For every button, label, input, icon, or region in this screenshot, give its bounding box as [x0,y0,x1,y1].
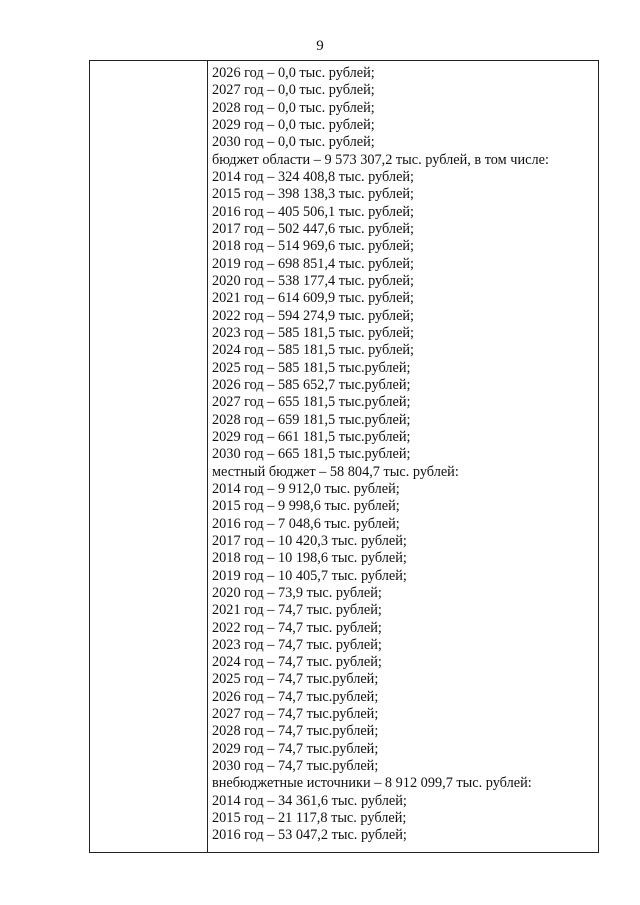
funding-table [89,60,599,853]
funding-line: 2019 год – 10 405,7 тыс. рублей; [212,567,407,584]
funding-line: 2017 год – 10 420,3 тыс. рублей; [212,532,407,549]
funding-lines [212,65,596,845]
funding-line: 2028 год – 659 181,5 тыс.рублей; [212,411,411,428]
funding-line: 2014 год – 34 361,6 тыс. рублей; [212,792,407,809]
funding-line: 2025 год – 585 181,5 тыс.рублей; [212,359,411,376]
funding-line: 2028 год – 0,0 тыс. рублей; [212,99,375,116]
funding-line: 2018 год – 514 969,6 тыс. рублей; [212,238,415,255]
funding-line: 2016 год – 405 506,1 тыс. рублей; [212,203,415,220]
funding-line: 2029 год – 661 181,5 тыс.рублей; [212,428,411,445]
funding-line: 2015 год – 9 998,6 тыс. рублей; [212,498,400,515]
funding-line: 2022 год – 74,7 тыс. рублей; [212,619,382,636]
funding-line: 2020 год – 538 177,4 тыс. рублей; [212,272,415,289]
funding-line: 2029 год – 74,7 тыс.рублей; [212,740,379,757]
funding-line: 2028 год – 74,7 тыс.рублей; [212,723,379,740]
funding-line: 2027 год – 74,7 тыс.рублей; [212,706,379,723]
funding-line: 2016 год – 7 048,6 тыс. рублей; [212,515,400,532]
funding-line: 2023 год – 74,7 тыс. рублей; [212,636,382,653]
funding-line: 2022 год – 594 274,9 тыс. рублей; [212,307,415,324]
funding-line: 2019 год – 698 851,4 тыс. рублей; [212,255,415,272]
funding-line: 2026 год – 585 652,7 тыс.рублей; [212,376,411,393]
funding-line: 2030 год – 74,7 тыс.рублей; [212,758,379,775]
funding-line: 2015 год – 398 138,3 тыс. рублей; [212,186,415,203]
funding-line: 2023 год – 585 181,5 тыс. рублей; [212,324,415,341]
funding-line: 2014 год – 324 408,8 тыс. рублей; [212,168,415,185]
funding-line: 2021 год – 614 609,9 тыс. рублей; [212,290,415,307]
funding-line: 2024 год – 585 181,5 тыс. рублей; [212,342,415,359]
funding-line: 2017 год – 502 447,6 тыс. рублей; [212,220,415,237]
funding-line: 2029 год – 0,0 тыс. рублей; [212,116,375,133]
funding-line: 2016 год – 53 047,2 тыс. рублей; [212,827,407,844]
funding-line: 2027 год – 0,0 тыс. рублей; [212,82,375,99]
funding-line: 2030 год – 0,0 тыс. рублей; [212,134,375,151]
column-divider [207,61,208,852]
funding-line: 2015 год – 21 117,8 тыс. рублей; [212,810,407,827]
funding-line: 2025 год – 74,7 тыс.рублей; [212,671,379,688]
page-number: 9 [316,38,324,54]
funding-line: внебюджетные источники – 8 912 099,7 тыс. рублей: [212,775,532,792]
funding-line: 2026 год – 74,7 тыс.рублей; [212,688,379,705]
funding-line: 2024 год – 74,7 тыс. рублей; [212,654,382,671]
funding-line: 2021 год – 74,7 тыс. рублей; [212,602,382,619]
funding-line: 2018 год – 10 198,6 тыс. рублей; [212,550,407,567]
funding-line: 2020 год – 73,9 тыс. рублей; [212,584,382,601]
funding-line: 2030 год – 665 181,5 тыс.рублей; [212,446,411,463]
funding-line: бюджет области – 9 573 307,2 тыс. рублей, в том числе: [212,151,549,168]
funding-line: 2014 год – 9 912,0 тыс. рублей; [212,480,400,497]
funding-line: 2027 год – 655 181,5 тыс.рублей; [212,394,411,411]
funding-line: местный бюджет – 58 804,7 тыс. рублей: [212,463,459,480]
funding-line: 2026 год – 0,0 тыс. рублей; [212,65,375,81]
